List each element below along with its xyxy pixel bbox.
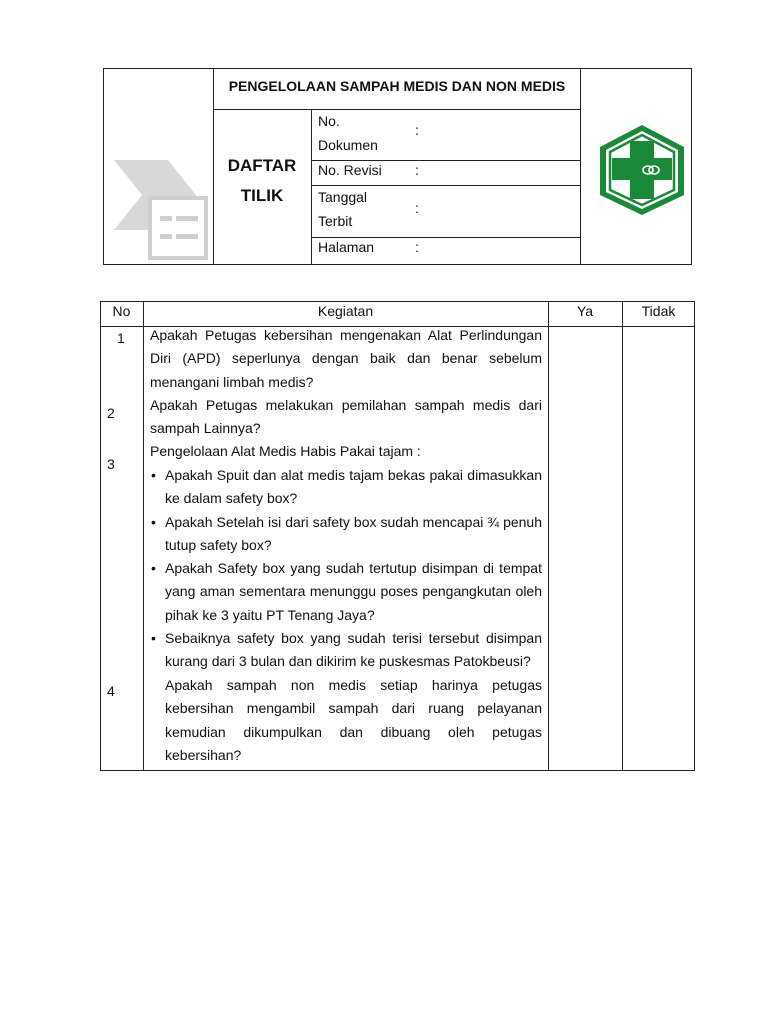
bullet-icon: • [151,630,156,646]
header-divider [213,109,581,110]
bullet-icon: • [151,560,156,576]
activity-subitem: Apakah Safety box yang sudah tertutup disimpan di tempat yang aman sementara menunggu poses pengangkutan oleh pihak ke 3 yaitu PT Tenang Jaya? [165,560,542,623]
header-divider [311,109,312,265]
answer-cell-ya[interactable] [549,327,622,770]
field-label-tanggal-terbit: Terbit [318,213,353,229]
column-header-no: No [112,303,131,319]
activity-subitem: Sebaiknya safety box yang sudah terisi tersebut disimpan kurang dari 3 bulan dan dikirim ke puskesmas Patokbeusi? [165,630,542,670]
field-label-no-dokumen: Dokumen [318,137,378,153]
document-title: PENGELOLAAN SAMPAH MEDIS DAN NON MEDIS [228,78,566,94]
activity-text: Apakah sampah non medis setiap harinya petugas kebersihan mengambil sampah dari ruang pelayanan kemudian dikumpulkan dan dibuang oleh petugas kebersihan? [165,677,542,763]
activity-text: Pengelolaan Alat Medis Habis Pakai tajam : [150,443,421,459]
document-chevron-icon [110,150,210,262]
row-number: 4 [107,683,115,699]
doc-type-label: DAFTAR [227,156,297,175]
header-divider [580,68,581,265]
column-header-tidak: Tidak [641,303,676,319]
row-number: 2 [107,405,115,421]
table-column-divider [143,301,144,771]
field-label-no-dokumen: No. [318,113,340,129]
activity-subitem: Apakah Spuit dan alat medis tajam bekas pakai dimasukkan ke dalam safety box? [165,467,542,507]
field-label-tanggal-terbit: Tanggal [318,189,368,205]
column-header-ya: Ya [576,303,594,319]
activity-text: Apakah Petugas melakukan pemilahan sampah medis dari sampah Lainnya? [150,397,542,437]
activity-subitem: Apakah Setelah isi dari safety box sudah mencapai ¾ penuh tutup safety box? [165,514,542,554]
answer-cell-tidak[interactable] [623,327,694,770]
activity-text: Apakah Petugas kebersihan mengenakan Alat Perlindungan Diri (APD) seperlunya dengan baik dan benar sebelum menangani limbah medis? [150,327,542,390]
field-separator: : [415,200,419,216]
row-number: 3 [107,456,115,472]
field-label-no-revisi: No. Revisi [318,162,382,178]
row-number: 1 [117,330,125,346]
field-separator: : [415,239,419,255]
field-label-halaman: Halaman [318,239,375,255]
puskesmas-logo-icon [594,122,690,218]
doc-type-label: TILIK [240,186,284,205]
bullet-icon: • [151,467,156,483]
bullet-icon: • [151,514,156,530]
field-separator: : [415,162,419,178]
column-header-kegiatan: Kegiatan [317,303,374,319]
field-separator: : [415,122,419,138]
